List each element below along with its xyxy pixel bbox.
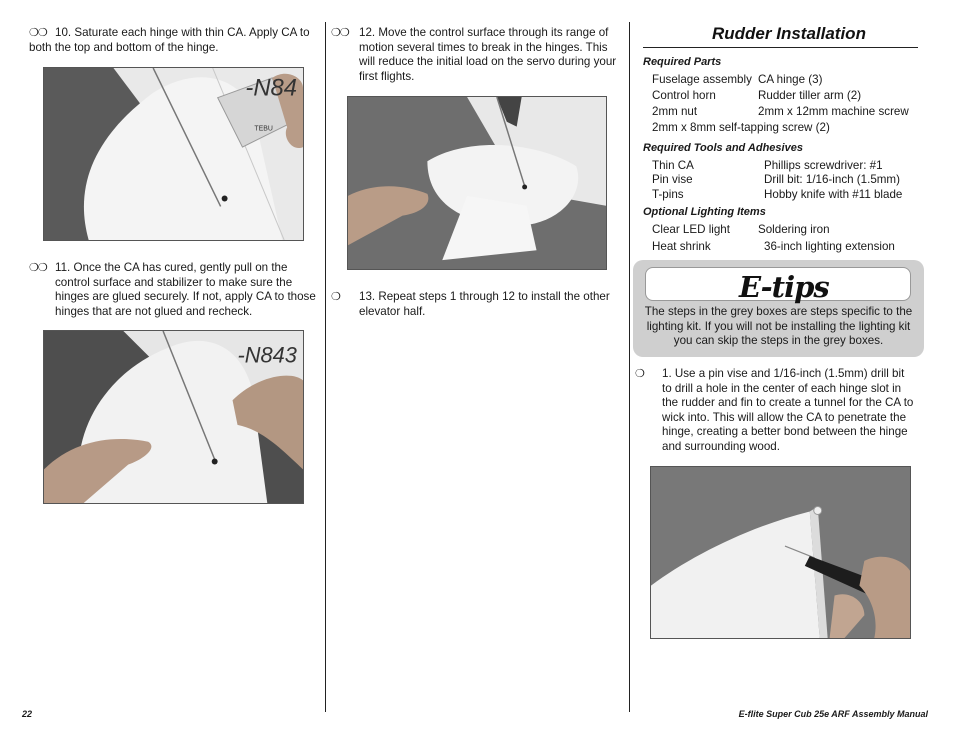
step-12-checkbox[interactable]: ❍❍ — [331, 27, 349, 39]
section-title-rudder-installation: Rudder Installation — [712, 24, 866, 43]
photo-1-bottle-label: TEBU — [254, 125, 273, 133]
optional-lighting-heading: Optional Lighting Items — [643, 206, 766, 218]
step-1-text: 1. Use a pin vise and 1/16-inch (1.5mm) drill bit to drill a hole in the center of each hinge slot in the rudder and fin to create a tunnel for the CA to wick into. This will allow the CA to penetrate the hinge, creating a better bond between the hinge and surrounding wood. — [662, 367, 914, 453]
etips-logo: E-tips — [739, 270, 829, 304]
parts-item: Fuselage assembly — [652, 73, 752, 86]
step-13-checkbox[interactable]: ❍ — [331, 291, 340, 303]
tools-item: Thin CA — [652, 159, 694, 172]
page-number: 22 — [22, 709, 33, 719]
tools-item: T-pins — [652, 188, 684, 201]
etips-text: The steps in the grey boxes are steps specific to the lighting kit. If you will not be installing the lighting kit you can skip the steps in the grey boxes. — [644, 305, 913, 347]
required-parts-heading: Required Parts — [643, 56, 722, 68]
parts-item: Rudder tiller arm (2) — [758, 89, 862, 102]
parts-item: 2mm nut — [652, 105, 698, 118]
step-10 — [29, 26, 314, 55]
step-13 — [331, 290, 623, 319]
photo-pin-vise-drill — [650, 466, 911, 639]
etips-logo-panel — [645, 267, 911, 304]
photo-ca-hinge — [43, 67, 304, 241]
tools-item: Phillips screwdriver: #1 — [764, 159, 883, 172]
column-divider-left — [325, 22, 326, 712]
step-12 — [331, 26, 623, 84]
parts-item: 2mm x 8mm self-tapping screw (2) — [652, 121, 830, 134]
parts-item: Control horn — [652, 89, 716, 102]
lighting-item: 36-inch lighting extension — [764, 240, 895, 253]
parts-item: 2mm x 12mm machine screw — [758, 105, 909, 118]
required-tools-heading: Required Tools and Adhesives — [643, 142, 803, 154]
lighting-item: Heat shrink — [652, 240, 711, 253]
tools-item: Hobby knife with #11 blade — [764, 188, 903, 201]
etips-callout — [633, 260, 924, 357]
step-11-text: 11. Once the CA has cured, gently pull on the control surface and stabilizer to make sure the hinges are glued securely. If not, apply CA to those hinges that are not glued and recheck. — [55, 261, 316, 318]
step-12-text: 12. Move the control surface through its range of motion several times to break in the hinges. This will reduce the initial load on the servo during your first flights. — [359, 26, 617, 83]
step-1-rudder — [635, 367, 917, 454]
lighting-item: Clear LED light — [652, 223, 730, 236]
photo-2-marking: -N843 — [237, 342, 297, 368]
step-1-checkbox[interactable]: ❍ — [635, 368, 644, 380]
photo-1-marking: -N84 — [245, 74, 298, 102]
parts-item: CA hinge (3) — [758, 73, 823, 86]
photo-pull-test — [43, 330, 304, 504]
column-divider-right — [629, 22, 630, 712]
section-title-underline — [643, 47, 918, 48]
lighting-item: Soldering iron — [758, 223, 830, 236]
manual-title: E-flite Super Cub 25e ARF Assembly Manual — [738, 709, 928, 719]
step-10-text: 10. Saturate each hinge with thin CA. Apply CA to both the top and bottom of the hinge. — [29, 26, 310, 54]
step-11 — [29, 261, 319, 319]
step-11-checkbox[interactable]: ❍❍ — [29, 262, 47, 274]
tools-item: Drill bit: 1/16-inch (1.5mm) — [764, 173, 900, 186]
tools-item: Pin vise — [652, 173, 693, 186]
step-10-checkbox[interactable]: ❍❍ — [29, 27, 47, 39]
photo-break-in-hinges — [347, 96, 607, 270]
step-13-text: 13. Repeat steps 1 through 12 to install the other elevator half. — [359, 290, 610, 318]
